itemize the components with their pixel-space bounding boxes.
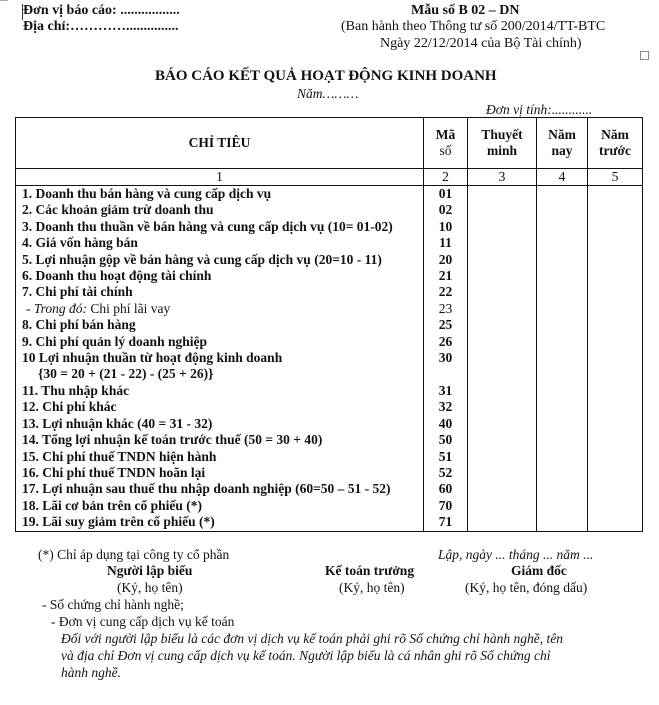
notes-cell[interactable] — [468, 301, 537, 317]
row-label: 7. Chi phí tài chính — [16, 284, 424, 300]
last-year-cell[interactable] — [588, 498, 643, 514]
last-year-cell[interactable] — [588, 334, 643, 350]
table-row — [16, 317, 643, 333]
notes-cell[interactable] — [468, 334, 537, 350]
column-number: 1 — [16, 169, 424, 186]
row-code: 71 — [424, 514, 468, 531]
row-label: 14. Tổng lợi nhuận kế toán trước thuế (50 = 30 + 40) — [16, 432, 424, 448]
row-label: 12. Chi phí khác — [16, 399, 424, 415]
table-row — [16, 186, 643, 203]
row-label: 19. Lãi suy giảm trên cổ phiếu (*) — [16, 514, 424, 531]
this-year-cell[interactable] — [537, 399, 588, 415]
column-header-last-year: Năm trước — [588, 118, 643, 169]
row-code: 23 — [424, 301, 468, 317]
table-row — [16, 202, 643, 218]
this-year-cell[interactable] — [537, 465, 588, 481]
notes-cell[interactable] — [468, 449, 537, 465]
table-row — [16, 219, 643, 235]
this-year-cell[interactable] — [537, 284, 588, 300]
notes-cell[interactable] — [468, 465, 537, 481]
last-year-cell[interactable] — [588, 301, 643, 317]
row-label: 1. Doanh thu bán hàng và cung cấp dịch vụ — [16, 186, 424, 203]
notes-cell[interactable] — [468, 416, 537, 432]
table-row — [16, 465, 643, 481]
row-label: 2. Các khoản giảm trừ doanh thu — [16, 202, 424, 218]
row-code: 01 — [424, 186, 468, 203]
last-year-cell[interactable] — [588, 268, 643, 284]
last-year-cell[interactable] — [588, 186, 643, 203]
instruction-line-2: và địa chỉ Đơn vị cung cấp dịch vụ kế toán. Người lập biểu là cá nhân ghi rõ Số chứng chỉ — [61, 648, 551, 663]
this-year-cell[interactable] — [537, 416, 588, 432]
table-row — [16, 284, 643, 300]
table-row — [16, 399, 643, 415]
notes-cell[interactable] — [468, 317, 537, 333]
column-header-indicator: CHỈ TIÊU — [16, 118, 424, 169]
instruction-line-3: hành nghề. — [61, 665, 121, 680]
this-year-cell[interactable] — [537, 202, 588, 218]
row-code: 20 — [424, 252, 468, 268]
row-code: 22 — [424, 284, 468, 300]
table-row — [16, 366, 643, 382]
row-label: 3. Doanh thu thuần về bán hàng và cung cấp dịch vụ (10= 01-02) — [16, 219, 424, 235]
column-number: 4 — [537, 169, 588, 186]
form-number: Mẫu số B 02 – DN — [411, 3, 520, 18]
row-code: 52 — [424, 465, 468, 481]
notes-cell[interactable] — [468, 514, 537, 531]
last-year-cell[interactable] — [588, 399, 643, 415]
last-year-cell[interactable] — [588, 481, 643, 497]
last-year-cell[interactable] — [588, 219, 643, 235]
row-label: 16. Chi phí thuế TNDN hoãn lại — [16, 465, 424, 481]
date-line: Lập, ngày ... tháng ... năm ... — [438, 547, 594, 562]
table-row — [16, 252, 643, 268]
last-year-cell[interactable] — [588, 449, 643, 465]
row-label: 6. Doanh thu hoạt động tài chính — [16, 268, 424, 284]
table-row — [16, 514, 643, 531]
row-code: 70 — [424, 498, 468, 514]
row-label: 8. Chi phí bán hàng — [16, 317, 424, 333]
column-number: 2 — [424, 169, 468, 186]
notes-cell[interactable] — [468, 235, 537, 251]
table-row — [16, 268, 643, 284]
row-code: 30 — [424, 350, 468, 366]
practice-certificate-line: - Số chứng chỉ hành nghề; — [42, 597, 184, 612]
last-year-cell[interactable] — [588, 317, 643, 333]
row-label: 13. Lợi nhuận khác (40 = 31 - 32) — [16, 416, 424, 432]
table-row — [16, 481, 643, 497]
reporting-unit: Đơn vị báo cáo: ................. — [23, 3, 180, 18]
signer-director-sign: (Ký, họ tên, đóng dấu) — [465, 580, 588, 595]
row-code: 10 — [424, 219, 468, 235]
last-year-cell[interactable] — [588, 514, 643, 531]
row-code: 02 — [424, 202, 468, 218]
checkbox-icon — [640, 51, 649, 60]
row-code: 26 — [424, 334, 468, 350]
signer-preparer-title: Người lập biểu — [107, 563, 193, 578]
last-year-cell[interactable] — [588, 432, 643, 448]
notes-cell[interactable] — [468, 399, 537, 415]
table-row — [16, 301, 643, 317]
row-code: 51 — [424, 449, 468, 465]
table-row — [16, 235, 643, 251]
table-row — [16, 350, 643, 366]
notes-cell[interactable] — [468, 268, 537, 284]
page-corner-mark — [0, 0, 8, 3]
row-label — [16, 301, 424, 317]
row-code: 21 — [424, 268, 468, 284]
this-year-cell[interactable] — [537, 268, 588, 284]
row-label-text: Chi phí lãi vay — [87, 300, 171, 316]
this-year-cell[interactable] — [537, 186, 588, 203]
notes-cell[interactable] — [468, 432, 537, 448]
last-year-cell[interactable] — [588, 235, 643, 251]
this-year-cell[interactable] — [537, 235, 588, 251]
row-code: 40 — [424, 416, 468, 432]
last-year-cell[interactable] — [588, 383, 643, 399]
last-year-cell[interactable] — [588, 284, 643, 300]
issued-by-line2: Ngày 22/12/2014 của Bộ Tài chính) — [380, 36, 582, 51]
address: Địa chỉ:…………............... — [23, 19, 179, 34]
row-code: 60 — [424, 481, 468, 497]
this-year-cell[interactable] — [537, 432, 588, 448]
notes-cell[interactable] — [468, 481, 537, 497]
footnote: (*) Chỉ áp dụng tại công ty cổ phần — [38, 547, 230, 562]
row-code: 31 — [424, 383, 468, 399]
notes-cell[interactable] — [468, 219, 537, 235]
notes-cell[interactable] — [468, 383, 537, 399]
row-label-prefix: - Trong đó: — [26, 300, 88, 316]
column-number: 5 — [588, 169, 643, 186]
report-year: Năm……… — [297, 86, 359, 101]
table-row — [16, 383, 643, 399]
this-year-cell[interactable] — [537, 498, 588, 514]
row-code — [424, 366, 468, 382]
table-row — [16, 432, 643, 448]
this-year-cell[interactable] — [537, 334, 588, 350]
column-header-notes: Thuyết minh — [468, 118, 537, 169]
table-row — [16, 416, 643, 432]
table-row — [16, 334, 643, 350]
unit-of-measure: Đơn vị tính:............ — [486, 102, 593, 117]
row-code: 25 — [424, 317, 468, 333]
table-row — [16, 449, 643, 465]
income-statement-table — [15, 117, 643, 532]
row-code: 32 — [424, 399, 468, 415]
this-year-cell[interactable] — [537, 317, 588, 333]
notes-cell[interactable] — [468, 284, 537, 300]
signer-director-title: Giám đốc — [511, 563, 567, 578]
row-label: 11. Thu nhập khác — [16, 383, 424, 399]
this-year-cell[interactable] — [537, 481, 588, 497]
column-header-this-year: Năm nay — [537, 118, 588, 169]
last-year-cell[interactable] — [588, 465, 643, 481]
issued-by-line1: (Ban hành theo Thông tư số 200/2014/TT-BTC — [341, 19, 606, 34]
this-year-cell[interactable] — [537, 350, 588, 366]
this-year-cell[interactable] — [537, 301, 588, 317]
last-year-cell[interactable] — [588, 202, 643, 218]
signer-chief-accountant-sign: (Ký, họ tên) — [339, 580, 405, 595]
row-formula: {30 = 20 + (21 - 22) - (25 + 26)} — [16, 366, 424, 382]
row-label: 10 Lợi nhuận thuần từ hoạt động kinh doanh — [16, 350, 424, 366]
this-year-cell[interactable] — [537, 514, 588, 531]
table-row — [16, 498, 643, 514]
last-year-cell[interactable] — [588, 416, 643, 432]
row-code: 50 — [424, 432, 468, 448]
row-label: 17. Lợi nhuận sau thuế thu nhập doanh nghiệp (60=50 – 51 - 52) — [16, 481, 424, 497]
service-provider-line: - Đơn vị cung cấp dịch vụ kế toán — [51, 614, 235, 629]
notes-cell[interactable] — [468, 498, 537, 514]
this-year-cell[interactable] — [537, 449, 588, 465]
column-number-row — [16, 169, 643, 186]
notes-cell[interactable] — [468, 366, 537, 382]
notes-cell[interactable] — [468, 350, 537, 366]
this-year-cell[interactable] — [537, 383, 588, 399]
notes-cell[interactable] — [468, 186, 537, 203]
this-year-cell[interactable] — [537, 252, 588, 268]
notes-cell[interactable] — [468, 202, 537, 218]
last-year-cell[interactable] — [588, 366, 643, 382]
row-label: 15. Chi phí thuế TNDN hiện hành — [16, 449, 424, 465]
last-year-cell[interactable] — [588, 252, 643, 268]
row-label: 9. Chi phí quản lý doanh nghiệp — [16, 334, 424, 350]
this-year-cell[interactable] — [537, 219, 588, 235]
notes-cell[interactable] — [468, 252, 537, 268]
column-header-code: Mã số — [424, 118, 468, 169]
signer-chief-accountant-title: Kế toán trưởng — [325, 563, 415, 578]
last-year-cell[interactable] — [588, 350, 643, 366]
row-label: 18. Lãi cơ bản trên cổ phiếu (*) — [16, 498, 424, 514]
this-year-cell[interactable] — [537, 366, 588, 382]
table-header-row — [16, 118, 643, 169]
row-label: 4. Giá vốn hàng bán — [16, 235, 424, 251]
report-title: BÁO CÁO KẾT QUẢ HOẠT ĐỘNG KINH DOANH — [155, 68, 497, 84]
row-code: 11 — [424, 235, 468, 251]
signer-preparer-sign: (Ký, họ tên) — [117, 580, 183, 595]
instruction-line-1: Đối với người lập biểu là các đơn vị dịch vụ kế toán phải ghi rõ Số chứng chỉ hành nghề, tên — [61, 631, 563, 646]
row-label: 5. Lợi nhuận gộp về bán hàng và cung cấp dịch vụ (20=10 - 11) — [16, 252, 424, 268]
column-number: 3 — [468, 169, 537, 186]
